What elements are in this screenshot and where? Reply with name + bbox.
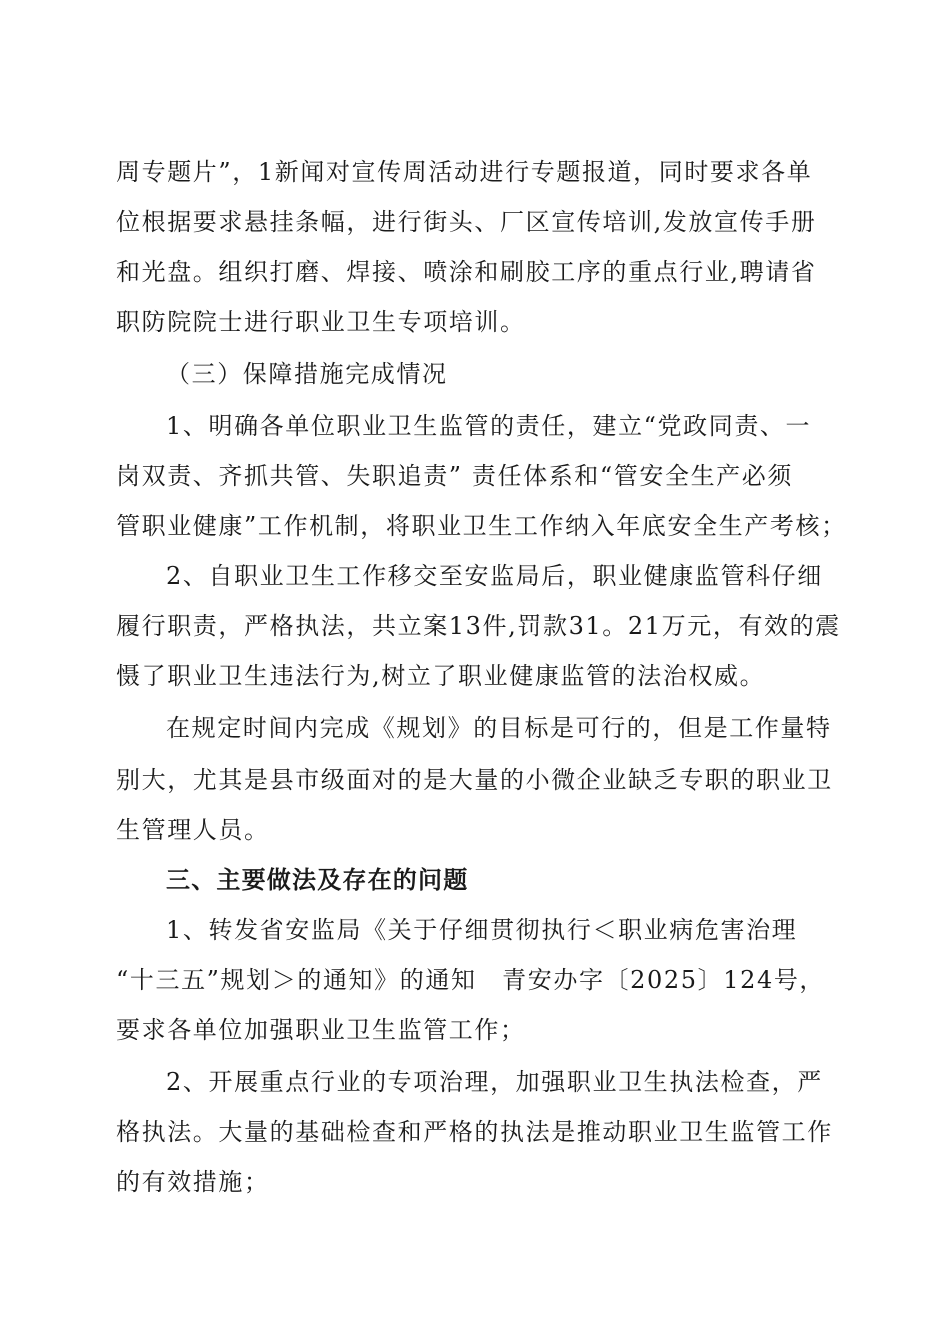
paragraph-line-4: 职防院院士进行职业卫生专项培训。 — [116, 308, 526, 336]
paragraph-line-16: 要求各单位加强职业卫生监管工作； — [116, 1016, 526, 1044]
paragraph-line-11: 在规定时间内完成《规划》的目标是可行的，但是工作量特 — [166, 714, 832, 742]
paragraph-line-10: 慑了职业卫生违法行为,树立了职业健康监管的法治权威。 — [116, 662, 766, 690]
paragraph-line-13: 生管理人员。 — [116, 816, 270, 844]
paragraph-line-3: 和光盘。组织打磨、焊接、喷涂和刷胶工序的重点行业,聘请省 — [116, 258, 817, 286]
paragraph-line-2: 位根据要求悬挂条幅，进行街头、厂区宣传培训,发放宣传手册 — [116, 208, 817, 236]
paragraph-line-15: “十三五”规划＞的通知》的通知 青安办字〔2025〕124号， — [116, 966, 826, 994]
paragraph-line-19: 的有效措施； — [116, 1168, 270, 1196]
paragraph-line-6: 岗双责、齐抓共管、失职追责” 责任体系和“管安全生产必须 — [116, 462, 793, 490]
paragraph-line-14: 1、转发省安监局《关于仔细贯彻执行＜职业病危害治理 — [166, 916, 798, 944]
paragraph-line-17: 2、开展重点行业的专项治理，加强职业卫生执法检查，严 — [166, 1068, 823, 1096]
paragraph-line-12: 别大，尤其是县市级面对的是大量的小微企业缺乏专职的职业卫 — [116, 766, 833, 794]
chapter-heading-3: 三、主要做法及存在的问题 — [166, 866, 469, 894]
paragraph-line-7: 管职业健康”工作机制，将职业卫生工作纳入年底安全生产考核； — [116, 512, 847, 540]
paragraph-line-8: 2、自职业卫生工作移交至安监局后，职业健康监管科仔细 — [166, 562, 823, 590]
paragraph-line-18: 格执法。大量的基础检查和严格的执法是推动职业卫生监管工作 — [116, 1118, 833, 1146]
paragraph-line-5: 1、明确各单位职业卫生监管的责任，建立“党政同责、一 — [166, 412, 812, 440]
section-heading-3: （三）保障措施完成情况 — [166, 360, 448, 388]
paragraph-line-1: 周专题片”，1新闻对宣传周活动进行专题报道，同时要求各单 — [116, 158, 813, 186]
paragraph-line-9: 履行职责，严格执法，共立案13件,罚款31。21万元，有效的震 — [116, 612, 841, 640]
